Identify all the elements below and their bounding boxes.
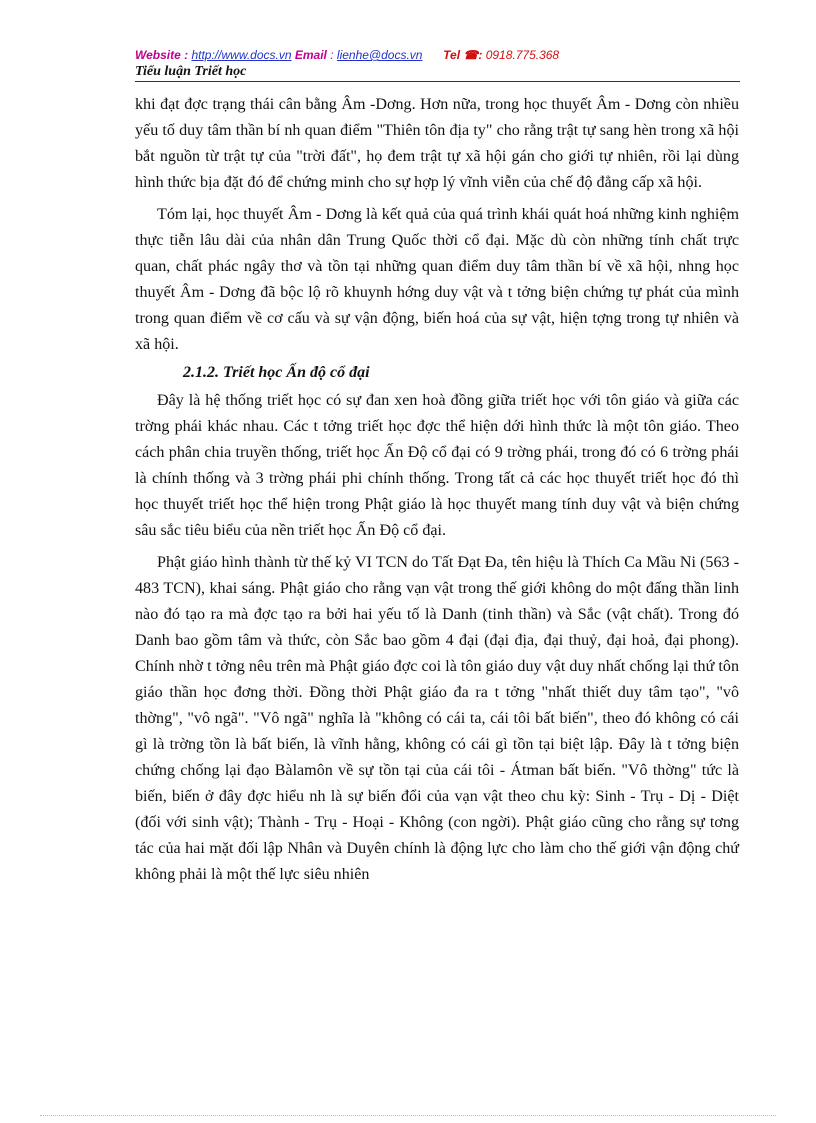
email-link[interactable]: lienhe@docs.vn xyxy=(336,48,423,62)
email-separator: : xyxy=(330,48,334,62)
header-contact-line xyxy=(135,46,740,64)
tel-value: 0918.775.368 xyxy=(485,48,560,62)
email-label: Email xyxy=(294,48,327,62)
page-bottom-border xyxy=(40,1115,776,1116)
header-divider xyxy=(135,81,740,82)
website-link[interactable]: http://www.docs.vn xyxy=(191,48,292,62)
paragraph-1: khi đạt đợc trạng thái cân bằng Âm -Dơng. Hơn nữa, trong học thuyết Âm - Dơng còn nhiều yếu tố duy tâm thần bí nh quan điểm "Thiên tôn địa ty" cho rằng trật tự sang hèn trong xã hội bắt nguồn từ trật tự của "trời đất", họ đem trật tự xã hội gán cho giới tự nhiên, rồi lại dùng hình thức bịa đặt đó để chứng minh cho sự hợp lý vĩnh viễn của chế độ đẳng cấp xã hội. xyxy=(135,96,739,191)
website-label: Website : xyxy=(135,48,189,62)
document-body xyxy=(135,92,739,888)
paragraph-3: Đây là hệ thống triết học có sự đan xen hoà đồng giữa triết học với tôn giáo và giữa các trờng phái khác nhau. Các t tởng triết học đợc thể hiện dới hình thức là một tôn giáo. Theo cách phân chia truyền thống, triết học Ấn Độ cổ đại có 9 trờng phái, trong đó có 6 trờng phái là chính thống và 3 trờng phái phi chính thống. Trong tất cả các học thuyết triết học đó thì học thuyết triết học thể hiện trong Phật giáo là học thuyết mang tính duy vật và biện chứng sâu sắc tiêu biểu của nền triết học Ấn Độ cổ đại. xyxy=(135,392,739,539)
page-header xyxy=(135,46,740,82)
paragraph-4: Phật giáo hình thành từ thế kỷ VI TCN do Tất Đạt Đa, tên hiệu là Thích Ca Mầu Ni (563 - 483 TCN), khai sáng. Phật giáo cho rằng vạn vật trong thế giới không do một đấng thần linh nào đó tạo ra mà đợc tạo ra bởi hai yếu tố là Danh (tinh thần) và Sắc (vật chất). Trong đó Danh bao gồm tâm và thức, còn Sắc bao gồm 4 đại (đại địa, đại thuỷ, đại hoả, đại phong). Chính nhờ t tởng nêu trên mà Phật giáo đợc coi là tôn giáo duy vật duy nhất chống lại thứ tôn giáo thần học đơng thời. Đồng thời Phật giáo đa ra t tởng "nhất thiết duy tâm tạo", "vô thờng", "vô ngã". "Vô ngã" nghĩa là "không có cái ta, cái tôi bất biến", theo đó không có cái gì là trờng tồn là bất biến, là vĩnh hằng, không có cái gì tồn tại biệt lập. Đây là t tởng biện chứng chống lại đạo Bàlamôn về sự tồn tại của cái tôi - Átman bất biến. "Vô thờng" tức là biến, biến ở đây đợc hiểu nh là sự biến đổi của vạn vật theo chu kỳ: Sinh - Trụ - Dị - Diệt (đối với sinh vật); Thành - Trụ - Hoại - Không (con ngời). Phật giáo cũng cho rằng sự tơng tác của hai mặt đối lập Nhân và Duyên chính là động lực cho làm cho thế giới vận động chứ không phải là một thế lực siêu nhiên xyxy=(135,554,739,883)
section-heading: 2.1.2. Triết học Ấn độ cổ đại xyxy=(183,364,370,381)
paragraph-2: Tóm lại, học thuyết Âm - Dơng là kết quả của quá trình khái quát hoá những kinh nghiệm thực tiễn lâu dài của nhân dân Trung Quốc thời cổ đại. Mặc dù còn những tính chất trực quan, chất phác ngây thơ và tồn tại những quan điểm duy tâm thần bí về xã hội, nhng học thuyết Âm - Dơng đã bộc lộ rõ khuynh hớng duy vật và t tởng biện chứng tự phát của mình trong quan điểm về cơ cấu và sự vận động, biến hoá của sự vật, hiện tợng trong tự nhiên và xã hội. xyxy=(135,206,739,353)
document-title: Tiểu luận Triết học xyxy=(135,64,247,79)
tel-label: Tel ☎: xyxy=(443,48,483,62)
